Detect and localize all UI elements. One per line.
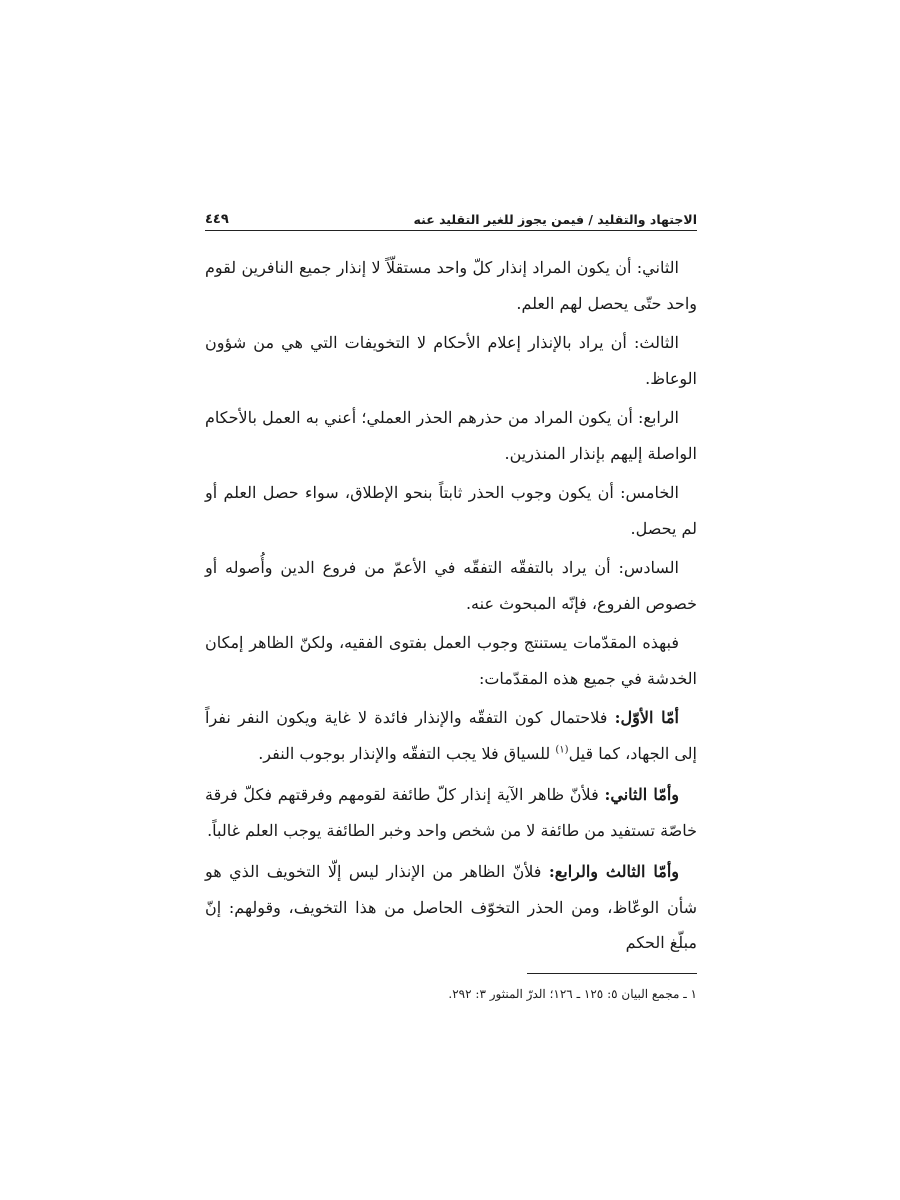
text-second: فلأنّ ظاهر الآية إنذار كلّ طائفة لقومهم وفرقتهم فكلّ فرقة خاصّة تستفيد من طائفة لا من شخص واحد وخبر الطائفة يوجب العلم غالباً. — [205, 785, 697, 840]
paragraph-second-premise: الثاني: أن يكون المراد إنذار كلّ واحد مستقلّاً لا إنذار جميع النافرين لقوم واحد حتّى يحصل لهم العلم. — [205, 258, 697, 313]
footnote-divider — [527, 973, 697, 974]
lead-second: وأمّا الثاني: — [604, 785, 679, 804]
paragraph-fifth-premise: الخامس: أن يكون وجوب الحذر ثابتاً بنحو الإطلاق، سواء حصل العلم أو لم يحصل. — [205, 483, 697, 538]
footnote-reference[interactable]: (١) — [555, 744, 569, 756]
paragraph-fourth-premise: الرابع: أن يكون المراد من حذرهم الحذر العملي؛ أعني به العمل بالأحكام الواصلة إليهم بإنذار المنذرين. — [205, 408, 697, 463]
paragraph-objection-second — [205, 777, 697, 848]
paragraph-sixth-premise: السادس: أن يراد بالتفقّه التفقّه في الأعمّ من فروع الدين وأُصوله أو خصوص الفروع، فإنّه المبحوث عنه. — [205, 558, 697, 613]
lead-third: وأمّا الثالث والرابع: — [548, 862, 679, 881]
book-page — [205, 205, 697, 1016]
paragraph-conclusion: فبهذه المقدّمات يستنتج وجوب العمل بفتوى الفقيه، ولكنّ الظاهر إمكان الخدشة في جميع هذه المقدّمات: — [205, 633, 697, 688]
page-number: ٤٤٩ — [205, 212, 229, 227]
running-header — [205, 205, 697, 231]
header-title: الاجتهاد والتقليد / فيمن يجوز للغير التقليد عنه — [413, 212, 697, 227]
lead-first: أمّا الأوّل: — [614, 708, 679, 727]
footnote: ١ ـ مجمع البيان ٥: ١٢٥ ـ ١٢٦؛ الدرّ المنثور ٣: ٢٩٢. — [448, 986, 697, 1001]
text-first-b: للسياق فلا يجب التفقّه والإنذار بوجوب النفر. — [258, 743, 556, 763]
page-body — [205, 250, 697, 961]
paragraph-third-premise: الثالث: أن يراد بالإنذار إعلام الأحكام لا التخويفات التي هي من شؤون الوعاظ. — [205, 333, 697, 388]
paragraph-objection-third-fourth — [205, 854, 697, 961]
text-third: فلأنّ الظاهر من الإنذار ليس إلّا التخويف الذي هو شأن الوعّاظ، ومن الحذر التخوّف الحاصل من هذا التخويف، وقولهم: إنّ مبلّغ الحكم — [205, 862, 697, 952]
paragraph-objection-first — [205, 700, 697, 771]
text-first-a: فلاحتمال كون التفقّه والإنذار فائدة لا غاية ويكون النفر نفراً إلى الجهاد، كما قيل — [205, 708, 697, 763]
